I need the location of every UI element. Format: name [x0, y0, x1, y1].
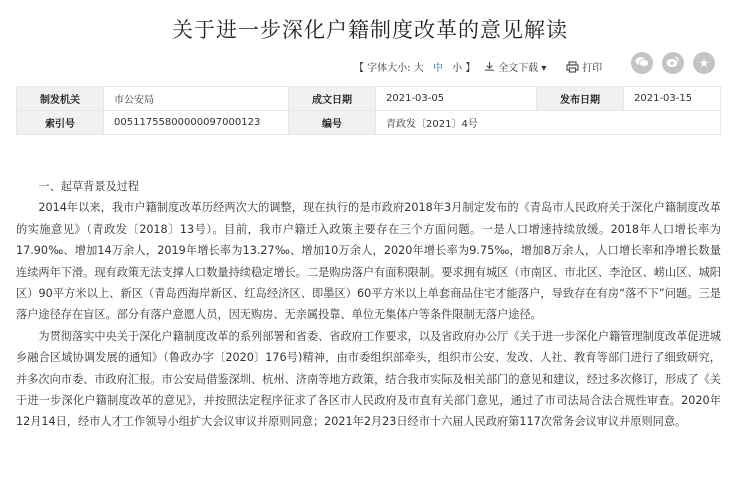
publish-label: 发布日期 [537, 87, 624, 111]
download-button[interactable] [484, 59, 546, 74]
page-title: 关于进一步深化户籍制度改革的意见解读 [172, 18, 568, 42]
number-value: 青政发〔2021〕4号 [376, 111, 721, 135]
font-small-button[interactable]: 小 [452, 63, 463, 74]
download-icon [484, 61, 495, 72]
article-toolbar [0, 56, 740, 74]
section-heading: 一、起草背景及过程 [38, 180, 140, 193]
index-label: 索引号 [17, 111, 104, 135]
index-value: 00511755800000097000123 [104, 111, 289, 135]
print-icon [566, 61, 579, 73]
paragraph: 为贯彻落实中央关于深化户籍制度改革的系列部署和省委、省政府工作要求，以及省政府办公厅《关于进一步深化户籍管理制度改革促进城乡融合区域协调发展的通知》（鲁政办字〔2020〕176号)精神，由市委组织部牵头，组织市公安、发改、人社、教育等部门进行了细致研究，并多次向市委、市政府汇报。市公安局借鉴深圳、杭州、济南等地方政策，结合我市实际及相关部门的意见和建议，经过多次修订，形成了《关于进一步深化户籍制度改革的意见》，并按照法定程序征求了各区市人民政府及市直有关部门意见，通过了市司法局合法合规性审查。2020年12月14日，经市人才工作领导小组扩大会议审议并原则同意；2021年2月23日经市十六届人民政府第117次常务会议审议并原则同意。 [16, 329, 721, 429]
paragraph: 2014年以来，我市户籍制度改革历经两次大的调整，现在执行的是市政府2018年3月制定发布的《青岛市人民政府关于深化户籍制度改革的实施意见》（青政发〔2018〕13号）。目前，我市户籍迁入政策主要存在三个方面问题。一是人口增速持续放缓。2018年人口增长率为17.90‰、增加14万余人，2019年增长率为13.27‰、增加10万余人，2020年增长率为9.75‰，增加8万余人，人口增长率和净增长数量连续两年下滑。现有政策无法支撑人口数量持续稳定增长。二是购房落户有面积限制。要求拥有城区（市南区、市北区、李沧区、崂山区、城阳区）90平方米以上、新区（青岛西海岸新区、红岛经济区、即墨区）60平方米以上单套商品住宅才能落户，导致存在有房“落不下”问题。三是落户途径存在盲区。部分有落户意愿人员，因无购房、无亲属投靠、单位无集体户等条件限制无落户途径。 [16, 201, 721, 322]
download-label: 全文下载 [498, 63, 539, 74]
font-size-control [354, 59, 475, 74]
print-label: 打印 [582, 63, 603, 74]
issuer-value: 市公安局 [104, 87, 289, 111]
font-large-button[interactable]: 大 [413, 63, 424, 74]
publish-value: 2021-03-15 [624, 87, 721, 111]
number-label: 编号 [289, 111, 376, 135]
font-size-prefix: 【 字体大小: [354, 63, 411, 74]
caret-down-icon: ▾ [541, 63, 547, 74]
article-body [16, 176, 721, 433]
issuer-label: 制发机关 [17, 87, 104, 111]
document-meta-table [16, 86, 721, 135]
date-value: 2021-03-05 [376, 87, 537, 111]
font-medium-button[interactable]: 中 [432, 63, 443, 74]
font-size-suffix: 】 [465, 63, 476, 74]
wechat-icon[interactable] [631, 52, 653, 74]
print-button[interactable] [566, 59, 602, 74]
weibo-icon[interactable] [662, 52, 684, 74]
date-label: 成文日期 [289, 87, 376, 111]
favorite-icon[interactable]: ★ [693, 52, 715, 74]
